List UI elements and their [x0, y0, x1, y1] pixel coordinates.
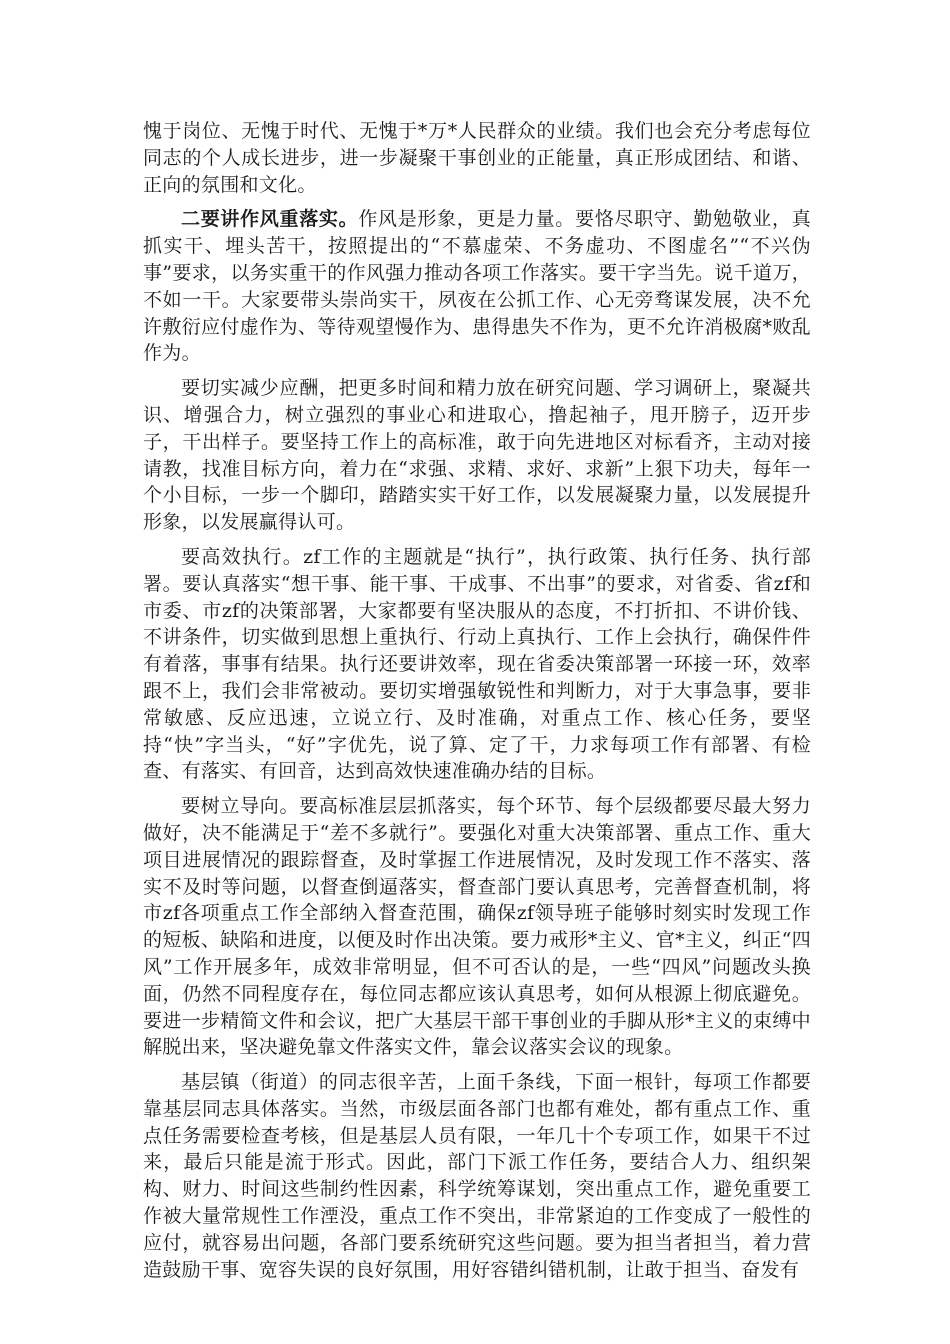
- paragraph-4: [143, 544, 811, 785]
- paragraph-6-text: 基层镇（街道）的同志很辛苦，上面千条线，下面一根针，每项工作都要靠基层同志具体落实。当然，市级层面各部门也都有难处，都有重点工作、重点任务需要检查考核，但是基层人员有限，一年几十个专项工作，如果干不过来，最后只能是流于形式。因此，部门下派工作任务，要结合人力、组织架构、财力、时间这些制约性因素，科学统筹谋划，突出重点工作，避免重要工作被大量常规性工作湮没，重点工作不突出，非常紧迫的工作变成了一般性的应付，就容易出问题，各部门要系统研究这些问题。要为担当者担当，着力营造鼓励干事、宽容失误的良好氛围，用好容错纠错机制，让敢于担当、奋发有: [143, 1071, 811, 1281]
- paragraph-1: [143, 118, 811, 198]
- document-body: [143, 118, 811, 1291]
- paragraph-2-text: 作风是形象，更是力量。要恪尽职守、勤勉敬业，真抓实干、埋头苦干，按照提出的“不慕虚荣、不务虚功、不图虚名”“不兴伪事”要求，以务实重干的作风强力推动各项工作落实。要干字当先。说千道万，不如一干。大家要带头崇尚实干，夙夜在公抓工作、心无旁骛谋发展，决不允许敷衍应付虚作为、等待观望慢作为、患得患失不作为，更不允许消极腐*败乱作为。: [143, 208, 812, 365]
- paragraph-4-text: 要高效执行。zf工作的主题就是“执行”，执行政策、执行任务、执行部署。要认真落实“想干事、能干事、干成事、不出事”的要求，对省委、省zf和市委、市zf的决策部署，大家都要有坚决服从的态度，不打折扣、不讲价钱、不讲条件，切实做到思想上重执行、行动上真执行、工作上会执行，确保件件有着落，事事有结果。执行还要讲效率，现在省委决策部署一环接一环，效率跟不上，我们会非常被动。要切实增强敏锐性和判断力，对于大事急事，要非常敏感、反应迅速，立说立行、及时准确，对重点工作、核心任务，要坚持“快”字当头，“好”字优先，说了算、定了干，力求每项工作有部署、有检查、有落实、有回音，达到高效快速准确办结的目标。: [143, 545, 811, 783]
- paragraph-3-text: 要切实减少应酬，把更多时间和精力放在研究问题、学习调研上，聚凝共识、增强合力，树立强烈的事业心和进取心，撸起袖子，甩开膀子，迈开步子，干出样子。要坚持工作上的高标准，敢于向先进地区对标看齐，主动对接请教，找准目标方向，着力在“求强、求精、求好、求新”上狠下功夫，每年一个小目标，一步一个脚印，踏踏实实干好工作，以发展凝聚力量，以发展提升形象，以发展赢得认可。: [143, 377, 811, 534]
- paragraph-2-heading: 二要讲作风重落实。: [181, 208, 359, 231]
- paragraph-2: [143, 206, 811, 367]
- paragraph-5: [143, 793, 811, 1061]
- paragraph-1-text: 愧于岗位、无愧于时代、无愧于*万*人民群众的业绩。我们也会充分考虑每位同志的个人成长进步，进一步凝聚干事创业的正能量，真正形成团结、和谐、正向的氛围和文化。: [143, 120, 811, 196]
- paragraph-6: [143, 1069, 811, 1283]
- paragraph-5-text: 要树立导向。要高标准层层抓落实，每个环节、每个层级都要尽最大努力做好，决不能满足于“差不多就行”。要强化对重大决策部署、重点工作、重大项目进展情况的跟踪督查，及时掌握工作进展情况，及时发现工作不落实、落实不及时等问题，以督查倒逼落实，督查部门要认真思考，完善督查机制，将市zf各项重点工作全部纳入督查范围，确保zf领导班子能够时刻实时发现工作的短板、缺陷和进度，以便及时作出决策。要力戒形*主义、官*主义，纠正“四风”工作开展多年，成效非常明显，但不可否认的是，一些“四风”问题改头换面，仍然不同程度存在，每位同志都应该认真思考，如何从根源上彻底避免。要进一步精简文件和会议，把广大基层干部干事创业的手脚从形*主义的束缚中解脱出来，坚决避免靠文件落实文件，靠会议落实会议的现象。: [143, 795, 811, 1059]
- paragraph-3: [143, 375, 811, 536]
